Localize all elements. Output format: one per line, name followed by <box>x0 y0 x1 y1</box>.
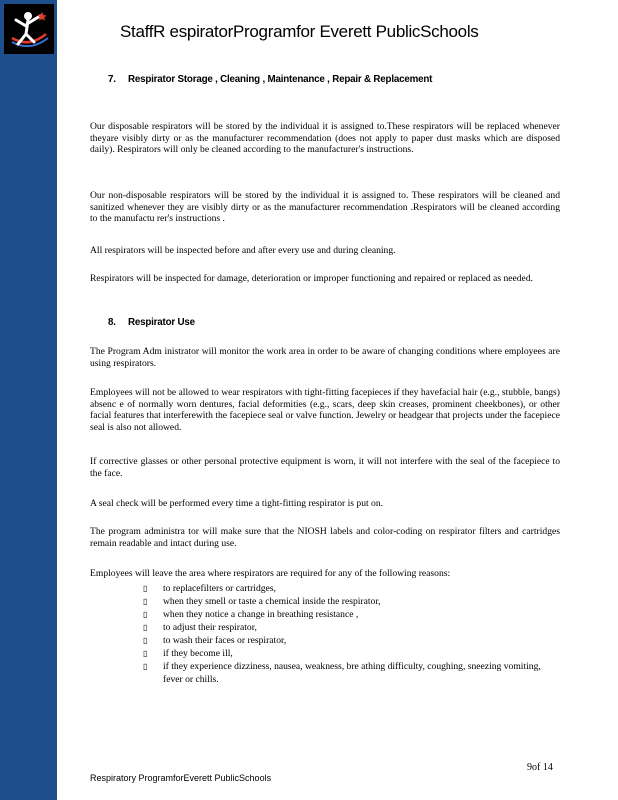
list-item: ▯ to adjust their respirator, <box>143 622 257 633</box>
section-8-heading <box>108 317 528 329</box>
section-number: 8. <box>108 317 116 328</box>
logo-figure-icon <box>4 4 54 54</box>
paragraph: Employees will not be allowed to wear respirators with tight-fitting facepieces if they havefacial hair (e.g., stubble, bangs) absenc e of normally worn dentures, facial deformities (e.g., scars, deep skin creases, prominent cheekbones), or other facial features that interferewith the facepiece seal or valve function. Jewelry or headgear that projects under the facepiece seal is also not allowed. <box>90 387 560 433</box>
section-number: 7. <box>108 74 116 85</box>
bullet-icon: ▯ <box>143 662 148 671</box>
school-logo <box>4 4 54 54</box>
paragraph: The Program Adm inistrator will monitor the work area in order to be aware of changing conditions where employees are using respirators. <box>90 346 560 369</box>
list-item: ▯ to wash their faces or respirator, <box>143 635 287 646</box>
bullet-icon: ▯ <box>143 636 148 645</box>
section-title: Respirator Use <box>128 317 195 328</box>
paragraph: If corrective glasses or other personal protective equipment is worn, it will not interfere with the seal of the facepiece to the face. <box>90 456 560 479</box>
list-item: ▯ when they smell or taste a chemical inside the respirator, <box>143 596 381 607</box>
paragraph: Employees will leave the area where respirators are required for any of the following reasons: <box>90 568 451 579</box>
paragraph: Respirators will be inspected for damage, deterioration or improper functioning and repaired or replaced as needed. <box>90 273 534 284</box>
list-item: ▯ when they notice a change in breathing resistance , <box>143 609 359 620</box>
page-title: StaffR espiratorProgramfor Everett PublicSchools <box>120 22 479 41</box>
page-number: 9of 14 <box>527 762 553 773</box>
list-item: ▯ if they become ill, <box>143 648 233 659</box>
paragraph: All respirators will be inspected before and after every use and during cleaning. <box>90 245 396 256</box>
bullet-icon: ▯ <box>143 610 148 619</box>
paragraph: Our disposable respirators will be stored by the individual it is assigned to.These respirators will be replaced whenever theyare visibly dirty or as the manufacturer recommendation (does not apply to paper dust masks which are disposed daily). Respirators will only be cleaned according to the manufacturer's instructions. <box>90 121 560 156</box>
section-7-heading <box>108 74 528 86</box>
paragraph: A seal check will be performed every time a tight-fitting respirator is put on. <box>90 498 384 509</box>
page-footer: Respiratory ProgramforEverett PublicSchools <box>90 773 272 783</box>
bullet-icon: ▯ <box>143 623 148 632</box>
paragraph: The program administra tor will make sure that the NIOSH labels and color-coding on respirator filters and cartridges remain readable and intact during use. <box>90 526 560 549</box>
bullet-icon: ▯ <box>143 584 148 593</box>
reasons-list <box>143 582 543 686</box>
bullet-icon: ▯ <box>143 649 148 658</box>
list-item: ▯ to replacefilters or cartridges, <box>143 583 276 594</box>
paragraph: Our non-disposable respirators will be stored by the individual it is assigned to. These respirators will be cleaned and sanitized whenever they are visibly dirty or as the manufacturer recommendation .Respirators will be cleaned according to the manufactu rer's instructions . <box>90 190 560 225</box>
list-item: ▯ if they experience dizziness, nausea, weakness, bre athing difficulty, coughing, sneezing vomiting, fever or chills. <box>143 661 541 685</box>
bullet-icon: ▯ <box>143 597 148 606</box>
sidebar-band <box>0 0 57 800</box>
section-title: Respirator Storage , Cleaning , Maintenance , Repair & Replacement <box>128 74 433 85</box>
